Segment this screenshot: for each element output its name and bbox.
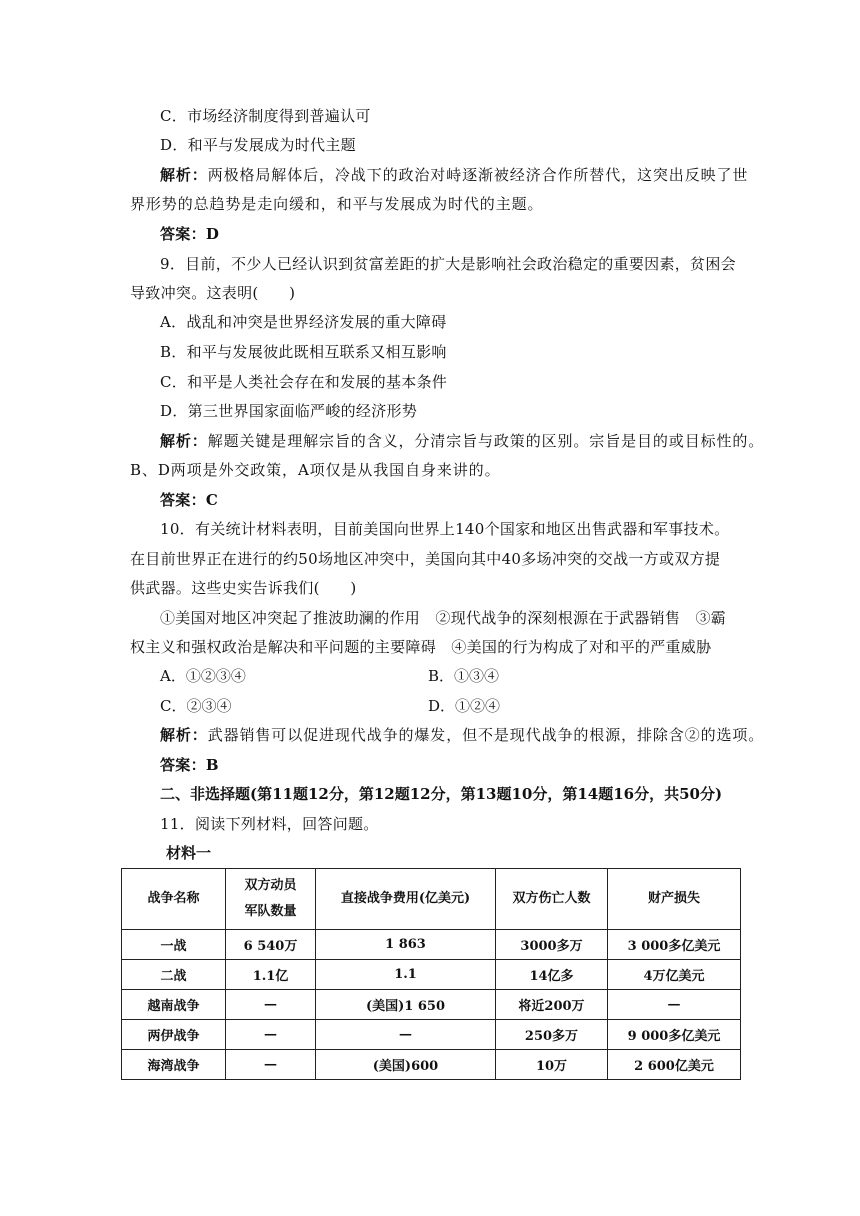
analysis-text: 两极格局解体后，冷战下的政治对峙逐渐被经济合作所替代，这突出反映了世: [207, 166, 749, 184]
q11-stem: 11．阅读下列材料，回答问题。: [160, 815, 379, 833]
cell-cost: —: [316, 1020, 496, 1050]
cell-cost: (美国)1 650: [316, 990, 496, 1020]
section-heading: 二、非选择题(第11题12分，第12题12分，第13题10分，第14题16分，共50分): [160, 785, 723, 803]
q9-analysis-line1: [160, 431, 765, 451]
war-statistics-table: [121, 868, 740, 1080]
header-troops-line2: 军队数量: [244, 904, 297, 919]
header-troops: [226, 869, 316, 930]
q9-option-c: C．和平是人类社会存在和发展的基本条件: [160, 373, 448, 391]
cell-property-loss: —: [608, 990, 741, 1020]
cell-war-name: 越南战争: [122, 990, 226, 1020]
cell-cost: (美国)600: [316, 1050, 496, 1080]
table-header-row: [122, 869, 741, 930]
header-cost: 直接战争费用(亿美元): [316, 869, 496, 930]
table-row: [122, 1050, 741, 1080]
q8-option-c: C．市场经济制度得到普遍认可: [160, 107, 371, 125]
cell-troops: 1.1亿: [226, 960, 316, 990]
q9-option-b: B．和平与发展彼此既相互联系又相互影响: [160, 343, 447, 361]
table-row: [122, 960, 741, 990]
q8-analysis-line1: [160, 165, 749, 185]
header-property-loss: 财产损失: [608, 869, 741, 930]
header-war-name: 战争名称: [122, 869, 226, 930]
cell-war-name: 海湾战争: [122, 1050, 226, 1080]
analysis-text: 武器销售可以促进现代战争的爆发，但不是现代战争的根源，排除含②的选项。: [207, 726, 765, 744]
q9-option-d: D．第三世界国家面临严峻的经济形势: [160, 402, 418, 420]
q9-analysis-line2: B、D两项是外交政策，A项仅是从我国自身来讲的。: [130, 461, 501, 479]
cell-war-name: 一战: [122, 930, 226, 960]
analysis-label: 解析：: [160, 166, 208, 184]
cell-casualties: 将近200万: [496, 990, 608, 1020]
cell-property-loss: 9 000多亿美元: [608, 1020, 741, 1050]
q10-option-d: D．①②④: [428, 697, 501, 715]
q10-option-b: B．①③④: [428, 667, 500, 685]
q10-analysis: [160, 725, 765, 745]
q10-option-c: C．②③④: [160, 697, 232, 715]
q10-items-line1: ①美国对地区冲突起了推波助澜的作用 ②现代战争的深刻根源在于武器销售 ③霸: [160, 609, 727, 627]
analysis-label: 解析：: [160, 726, 208, 744]
cell-troops: —: [226, 990, 316, 1020]
cell-war-name: 二战: [122, 960, 226, 990]
header-casualties: 双方伤亡人数: [496, 869, 608, 930]
q10-stem-line3: 供武器。这些史实告诉我们( ): [130, 579, 357, 597]
q9-stem-line2: 导致冲突。这表明( ): [130, 284, 296, 302]
q10-stem-line1: 10．有关统计材料表明，目前美国向世界上140个国家和地区出售武器和军事技术。: [160, 520, 730, 538]
cell-property-loss: 2 600亿美元: [608, 1050, 741, 1080]
cell-war-name: 两伊战争: [122, 1020, 226, 1050]
material-title: 材料一: [166, 844, 212, 862]
cell-property-loss: 3 000多亿美元: [608, 930, 741, 960]
q8-option-d: D．和平与发展成为时代主题: [160, 136, 356, 154]
q10-stem-line2: 在目前世界正在进行的约50场地区冲突中，美国向其中40多场冲突的交战一方或双方提: [130, 550, 721, 568]
q8-answer: 答案：D: [160, 225, 220, 243]
cell-troops: 6 540万: [226, 930, 316, 960]
q9-stem-line1: 9．目前，不少人已经认识到贫富差距的扩大是影响社会政治稳定的重要因素，贫困会: [160, 255, 736, 273]
q10-answer: 答案：B: [160, 756, 219, 774]
cell-casualties: 14亿多: [496, 960, 608, 990]
cell-cost: 1 863: [316, 930, 496, 960]
table-row: [122, 1020, 741, 1050]
q9-answer: 答案：C: [160, 491, 219, 509]
cell-troops: —: [226, 1050, 316, 1080]
cell-property-loss: 4万亿美元: [608, 960, 741, 990]
cell-troops: —: [226, 1020, 316, 1050]
q9-option-a: A．战乱和冲突是世界经济发展的重大障碍: [160, 313, 447, 331]
cell-cost: 1.1: [316, 960, 496, 990]
cell-casualties: 3000多万: [496, 930, 608, 960]
q8-analysis-line2: 界形势的总趋势是走向缓和，和平与发展成为时代的主题。: [130, 195, 544, 213]
analysis-text: 解题关键是理解宗旨的含义，分清宗旨与政策的区别。宗旨是目的或目标性的。: [207, 432, 765, 450]
cell-casualties: 10万: [496, 1050, 608, 1080]
header-troops-line1: 双方动员: [244, 878, 297, 893]
q10-option-a: A．①②③④: [160, 667, 246, 685]
analysis-label: 解析：: [160, 432, 208, 450]
cell-casualties: 250多万: [496, 1020, 608, 1050]
table-row: [122, 990, 741, 1020]
table-row: [122, 930, 741, 960]
q10-items-line2: 权主义和强权政治是解决和平问题的主要障碍 ④美国的行为构成了对和平的严重威胁: [130, 638, 712, 656]
